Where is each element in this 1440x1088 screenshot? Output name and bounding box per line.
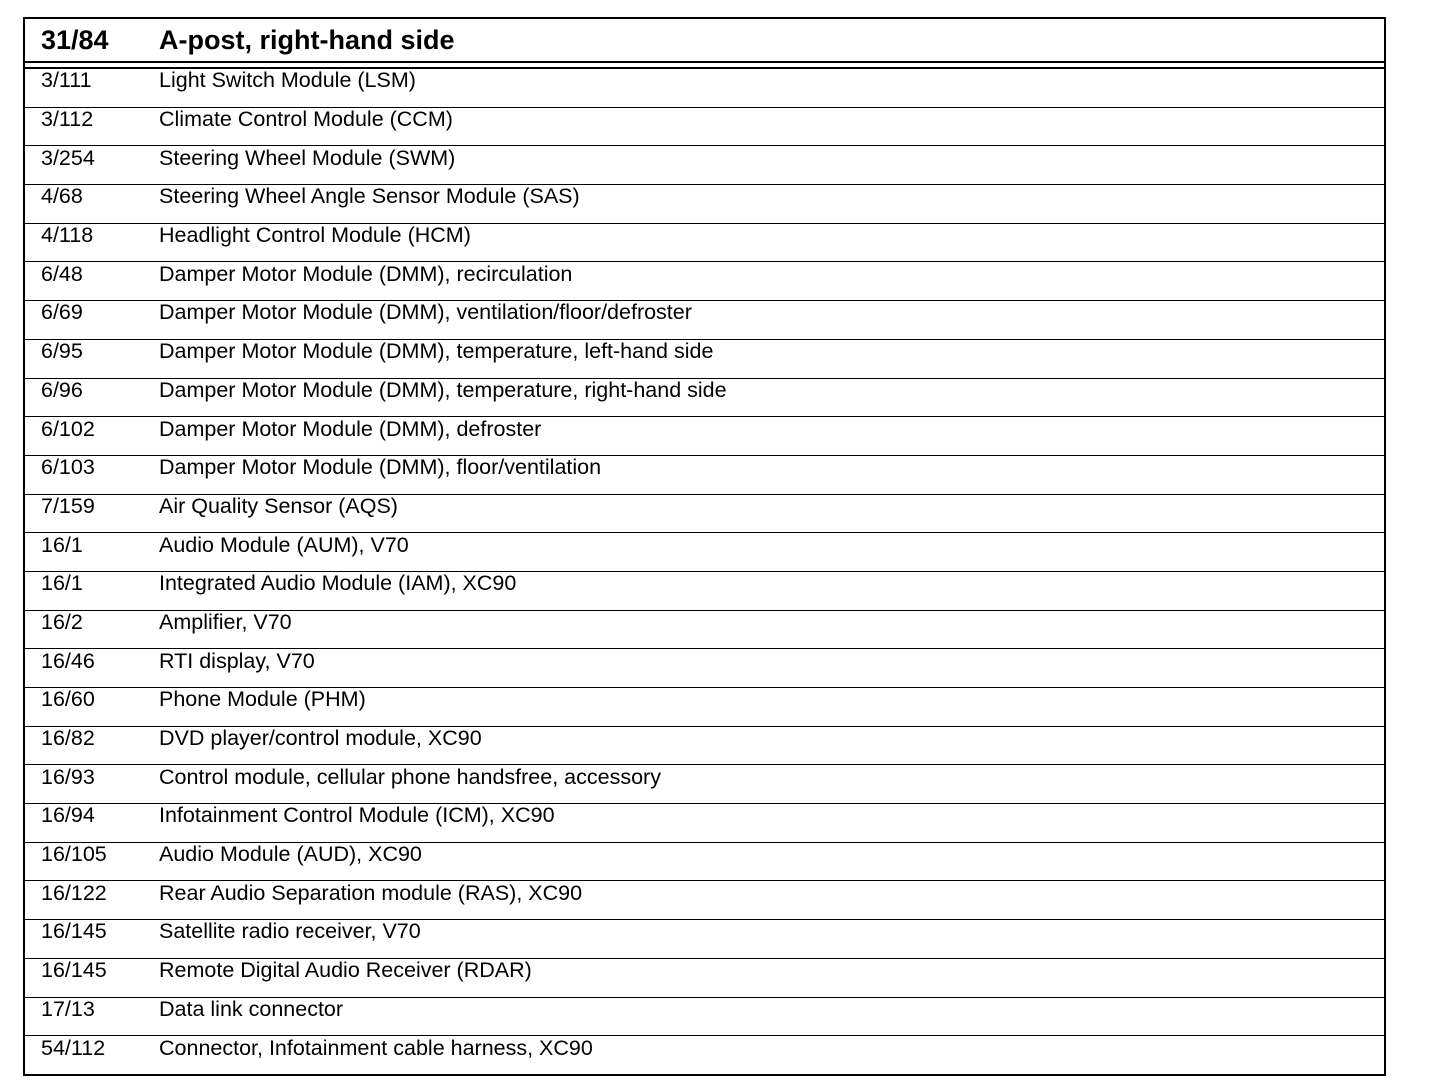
table-row xyxy=(25,340,1384,379)
component-code: 17/13 xyxy=(41,996,95,1021)
table-row xyxy=(25,649,1384,688)
component-description: Infotainment Control Module (ICM), XC90 xyxy=(159,803,555,828)
component-description: Damper Motor Module (DMM), temperature, right-hand side xyxy=(159,377,727,402)
component-description: RTI display, V70 xyxy=(159,648,315,673)
component-description: Audio Module (AUM), V70 xyxy=(159,532,409,557)
component-code: 16/1 xyxy=(41,571,83,596)
table-row xyxy=(25,379,1384,418)
component-description: Remote Digital Audio Receiver (RDAR) xyxy=(159,958,532,983)
component-code: 4/118 xyxy=(41,223,94,248)
table-row xyxy=(25,881,1384,920)
table-row xyxy=(25,69,1384,108)
component-code: 16/145 xyxy=(41,958,107,983)
component-description: Control module, cellular phone handsfree, accessory xyxy=(159,764,661,789)
component-description: Light Switch Module (LSM) xyxy=(159,68,416,93)
component-code: 16/1 xyxy=(41,532,83,557)
table-row xyxy=(25,495,1384,534)
component-description: Damper Motor Module (DMM), floor/ventilation xyxy=(159,455,602,480)
table-row xyxy=(25,843,1384,882)
table-row xyxy=(25,1036,1384,1074)
table-row xyxy=(25,572,1384,611)
component-description: Amplifier, V70 xyxy=(159,609,292,634)
component-description: Air Quality Sensor (AQS) xyxy=(159,493,398,518)
table-row xyxy=(25,262,1384,301)
component-code: 6/69 xyxy=(41,300,83,325)
table-row xyxy=(25,533,1384,572)
component-description: Damper Motor Module (DMM), ventilation/floor/defroster xyxy=(159,300,692,325)
table-row xyxy=(25,146,1384,185)
component-description: Data link connector xyxy=(159,996,344,1021)
component-code: 16/145 xyxy=(41,919,107,944)
component-description: Satellite radio receiver, V70 xyxy=(159,919,421,944)
component-code: 16/2 xyxy=(41,609,83,634)
table-header xyxy=(25,19,1384,63)
table-row xyxy=(25,456,1384,495)
component-description: Steering Wheel Module (SWM) xyxy=(159,145,456,170)
component-description: Climate Control Module (CCM) xyxy=(159,107,453,132)
component-code: 54/112 xyxy=(41,1035,106,1060)
component-code: 3/112 xyxy=(41,107,94,132)
component-code: 6/48 xyxy=(41,261,83,286)
component-description: Rear Audio Separation module (RAS), XC90 xyxy=(159,880,583,905)
table-row xyxy=(25,920,1384,959)
component-description: Connector, Infotainment cable harness, XC90 xyxy=(159,1035,593,1060)
table-row xyxy=(25,224,1384,263)
component-code: 6/102 xyxy=(41,416,95,441)
component-code: 16/93 xyxy=(41,764,95,789)
component-code: 16/46 xyxy=(41,648,95,673)
table-row xyxy=(25,765,1384,804)
component-code: 6/96 xyxy=(41,377,83,402)
component-code: 6/95 xyxy=(41,339,83,364)
component-code: 3/111 xyxy=(41,68,92,93)
table-row xyxy=(25,688,1384,727)
component-description: Steering Wheel Angle Sensor Module (SAS) xyxy=(159,184,580,209)
component-code: 4/68 xyxy=(41,184,83,209)
component-description: Damper Motor Module (DMM), recirculation xyxy=(159,261,573,286)
component-code: 16/82 xyxy=(41,726,95,751)
header-title: A-post, right-hand side xyxy=(159,24,455,55)
component-code: 7/159 xyxy=(41,493,95,518)
table-row xyxy=(25,998,1384,1037)
component-code: 16/94 xyxy=(41,803,95,828)
component-description: Integrated Audio Module (IAM), XC90 xyxy=(159,571,517,596)
component-table xyxy=(23,17,1386,1076)
component-code: 16/122 xyxy=(41,880,107,905)
table-row xyxy=(25,301,1384,340)
component-description: DVD player/control module, XC90 xyxy=(159,726,482,751)
component-description: Damper Motor Module (DMM), temperature, left-hand side xyxy=(159,339,714,364)
component-description: Damper Motor Module (DMM), defroster xyxy=(159,416,542,441)
component-code: 6/103 xyxy=(41,455,95,480)
table-body xyxy=(25,69,1384,1074)
component-description: Phone Module (PHM) xyxy=(159,687,366,712)
table-row xyxy=(25,108,1384,147)
table-row xyxy=(25,959,1384,998)
table-row xyxy=(25,185,1384,224)
table-row xyxy=(25,417,1384,456)
table-row xyxy=(25,804,1384,843)
component-description: Audio Module (AUD), XC90 xyxy=(159,842,422,867)
component-description: Headlight Control Module (HCM) xyxy=(159,223,471,248)
table-row xyxy=(25,611,1384,650)
table-row xyxy=(25,727,1384,766)
component-code: 16/60 xyxy=(41,687,95,712)
component-code: 16/105 xyxy=(41,842,107,867)
component-code: 3/254 xyxy=(41,145,95,170)
header-code: 31/84 xyxy=(41,24,109,55)
